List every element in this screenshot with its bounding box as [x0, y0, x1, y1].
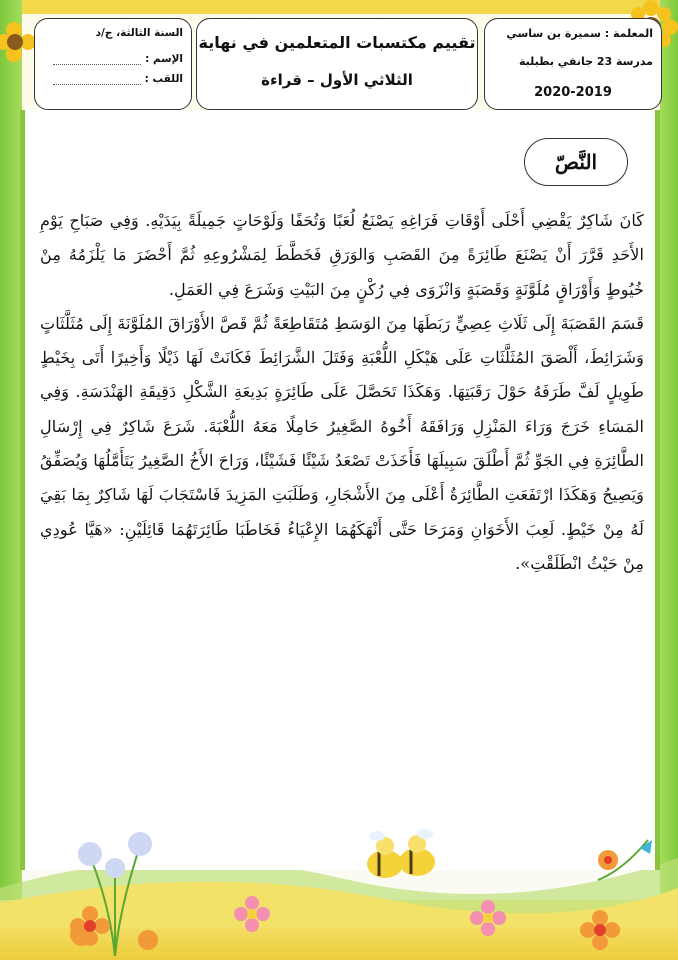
exam-title-box [196, 18, 478, 110]
exam-subtitle: الثلاثي الأول – قراءة [261, 71, 413, 89]
passage-paragraph: كَانَ شَاكِرٌ يَقْضِي أَحْلَى أَوْقَاتِ فَرَاغِهِ يَصْنَعُ لُعَبًا وَتُحَفًا وَلَوْحَاتٍ جَمِيلَةً بِيَدَيْهِ. وَفِي صَبَاحِ يَوْمِ الأَحَدِ قَرَّرَ أَنْ يَصْنَعَ طَائِرَةً مِنَ القَصَبِ وَالوَرَقِ فَخَطَّطَ لِمَشْرُوعِهِ ثُمَّ أَحْضَرَ مَا يَلْزَمُهُ مِنْ خُيُوطٍ وَأَوْرَاقٍ مُلَوَّنَةٍ وَقَصَبَةٍ وَانْزَوَى فِي رُكْنٍ مِنَ البَيْتِ وَشَرَعَ فِي العَمَلِ. [40, 211, 644, 299]
teacher-info-box [484, 18, 662, 110]
passage-paragraph: قَسَمَ القَصَبَةَ إِلَى ثَلَاثِ عِصِيٍّ رَبَطَهَا مِنَ الوَسَطِ مُتَقَاطِعَةً ثُمَّ قَصَّ الأَوْرَاقَ المُلَوَّنَةَ إِلَى مُثَلَّثَاتٍ وَشَرَائِطَ، أَلْصَقَ المُثَلَّثَاتِ عَلَى هَيْكَلِ اللُّعْبَةِ وَفَتَلَ الشَّرَائِطَ فَكَانَتْ لَهَا ذَيْلًا وَأَخِيرًا أَتَى بِخَيْطٍ طَوِيلٍ لَفَّ طَرَفَهُ حَوْلَ رَقَبَتِهَا. وَهَكَذَا تَحَصَّلَ عَلَى طَائِرَةٍ بَدِيعَةِ الشَّكْلِ دَقِيقَةِ الهَنْدَسَةِ. وَفِي المَسَاءِ خَرَجَ وَرَاءَ المَنْزِلِ وَرَافَقَهُ أَخُوهُ الصَّغِيرُ حَامِلًا مَعَهُ اللُّعْبَةَ. شَرَعَ شَاكِرٌ فِي إِرْسَالِ الطَّائِرَةِ فِي الجَوِّ ثُمَّ أَطْلَقَ سَبِيلَهَا فَأَخَذَتْ تَصْعَدُ شَيْئًا فَشَيْئًا، وَرَاحَ الأَخُ الصَّغِيرُ يَتَأَمَّلُهَا وَيُصَفِّقُ وَيَصِيحُ وَهَكَذَا ارْتَفَعَتِ الطَّائِرَةُ أَعْلَى مِنَ الأَشْجَارِ، وَطَلَبَتِ المَزِيدَ فَاسْتَجَابَ لَهَا شَاكِرٌ بِمَا بَقِيَ لَهُ مِنْ خَيْطٍ. لَعِبَ الأَخَوَانِ وَمَرَحَا حَتَّى أَنْهَكَهُمَا الإِعْيَاءُ فَخَاطَبَا طَائِرَتَهُمَا قَائِلَيْنِ: «هَيَّا عُودِي مِنْ حَيْثُ انْطَلَقْتِ». [40, 313, 644, 573]
bee-icon [355, 822, 445, 894]
right-border [660, 0, 678, 960]
surname-field[interactable] [53, 73, 183, 85]
reading-passage [40, 204, 644, 581]
exam-title: تقييم مكتسبات المتعلمين في نهاية [198, 33, 476, 52]
teacher-name: المعلمة : سميرة بن ساسي [506, 27, 653, 40]
name-dotted-line[interactable] [53, 54, 141, 65]
flower-icon [234, 896, 270, 932]
flower-icon [588, 830, 658, 890]
flower-icon [580, 910, 620, 950]
flower-icon [70, 906, 110, 946]
name-field[interactable] [53, 53, 183, 65]
school-year: 2020-2019 [534, 85, 612, 100]
student-info-box [34, 18, 192, 110]
surname-dotted-line[interactable] [53, 74, 141, 85]
surname-label: اللقب : [144, 73, 183, 85]
flower-icon [470, 900, 506, 936]
section-title: النَّصّ [524, 138, 628, 186]
school-name: مدرسة 23 جانفي بطبلبة [518, 55, 653, 68]
left-border [0, 0, 22, 960]
top-border [0, 0, 678, 14]
name-label: الإسم : [145, 53, 183, 65]
class-level: السنة الثالثة، ج/د [95, 27, 183, 39]
